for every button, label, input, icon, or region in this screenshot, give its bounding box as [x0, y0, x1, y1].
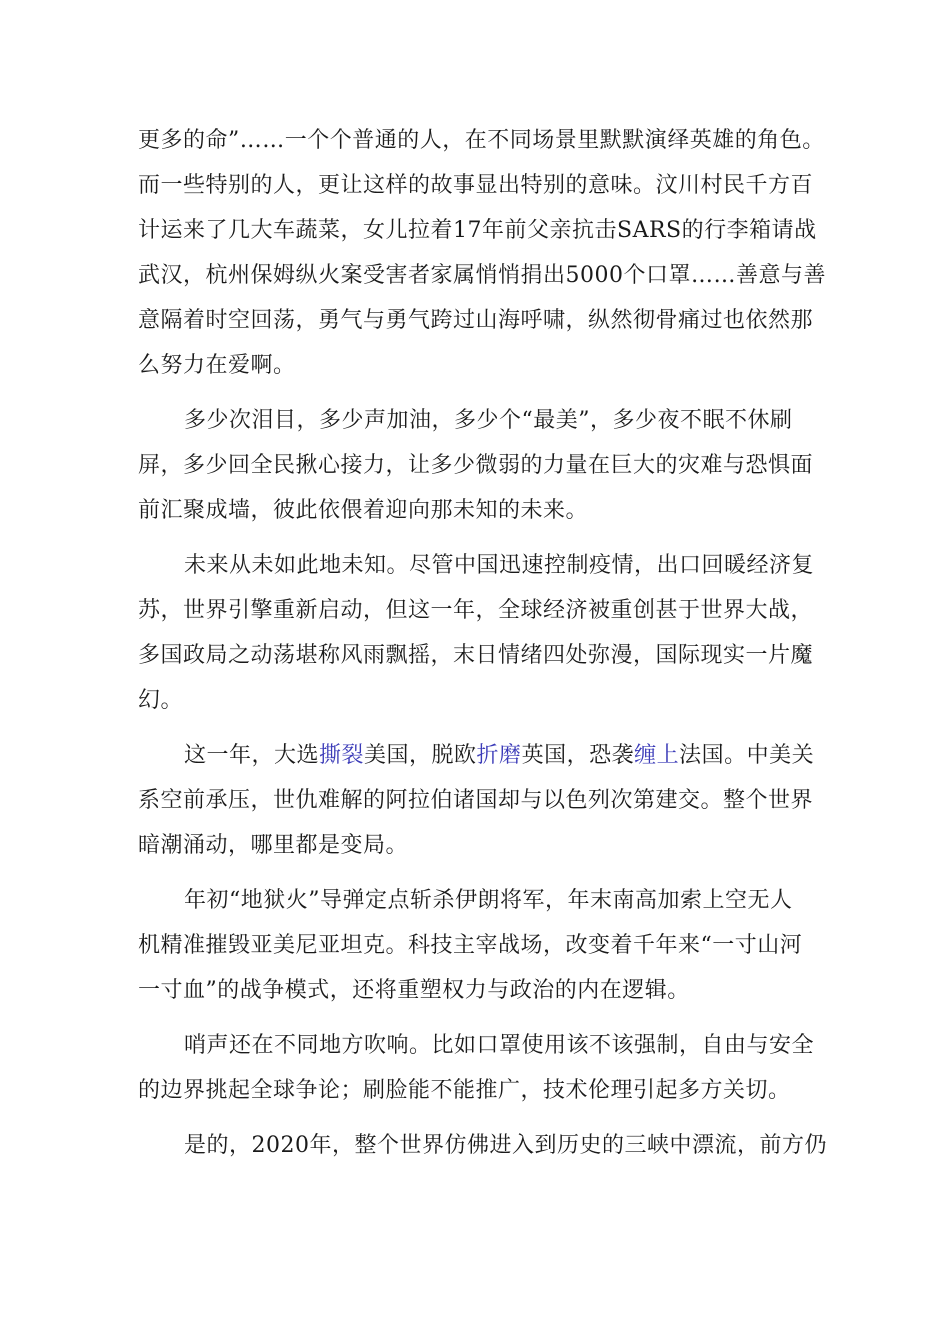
paragraph-5: 年初“地狱火”导弹定点斩杀伊朗将军，年末南高加索上空无人 机精准摧毁亚美尼亚坦克。科技主宰战场，改变着千年来“一寸山河 一寸血”的战争模式，还将重塑权力与政治的内在逻辑。	[138, 888, 803, 1003]
paragraph-2: 多少次泪目，多少声加油，多少个“最美”，多少夜不眠不休刷 屏，多少回全民揪心接力，让多少微弱的力量在巨大的灾难与恐惧面 前汇聚成墙，彼此依偎着迎向那未知的未来。	[138, 408, 814, 523]
paragraph-1: 更多的命”……一个个普通的人，在不同场景里默默演绎英雄的角色。 而一些特别的人，更让这样的故事显出特别的意味。汶川村民千方百 计运来了几大车蔬菜，女儿拉着17年前父亲抗击SARS的行李箱请战 武汉，杭州保姆纵火案受害者家属悄悄捐出5000个口罩……善意与善 意隔着时空回荡，勇气与勇气跨过山海呼啸，纵然彻骨痛过也依然那 么努力在爱啊。	[138, 128, 826, 378]
highlight-link-1: 撕裂	[319, 743, 365, 768]
paragraph-4	[138, 733, 838, 868]
article-body	[138, 118, 838, 1168]
highlight-link-2: 折磨	[476, 743, 522, 768]
paragraph-3: 未来从未如此地未知。尽管中国迅速控制疫情，出口回暖经济复 苏，世界引擎重新启动，但这一年，全球经济被重创甚于世界大战， 多国政局之动荡堪称风雨飘摇，末日情绪四处弥漫，国际现实一片魔 幻。	[138, 553, 815, 713]
paragraph-7: 是的，2020年，整个世界仿佛进入到历史的三峡中漂流，前方仍	[184, 1133, 827, 1158]
paragraph-4-text-3: 英国，恐袭	[521, 743, 635, 768]
paragraph-4-text-1: 这一年，大选	[184, 743, 320, 768]
paragraph-4-text-2: 美国，脱欧	[364, 743, 477, 768]
paragraph-4-text-4: 法国。中美关 系空前承压，世仇难解的阿拉伯诸国却与以色列次第建交。整个世界 暗潮涌动，哪里都是变局。	[138, 743, 815, 858]
paragraph-6: 哨声还在不同地方吹响。比如口罩使用该不该强制，自由与安全 的边界挑起全球争论；刷脸能不能推广，技术伦理引起多方关切。	[138, 1033, 815, 1103]
highlight-link-3: 缠上	[634, 743, 680, 768]
